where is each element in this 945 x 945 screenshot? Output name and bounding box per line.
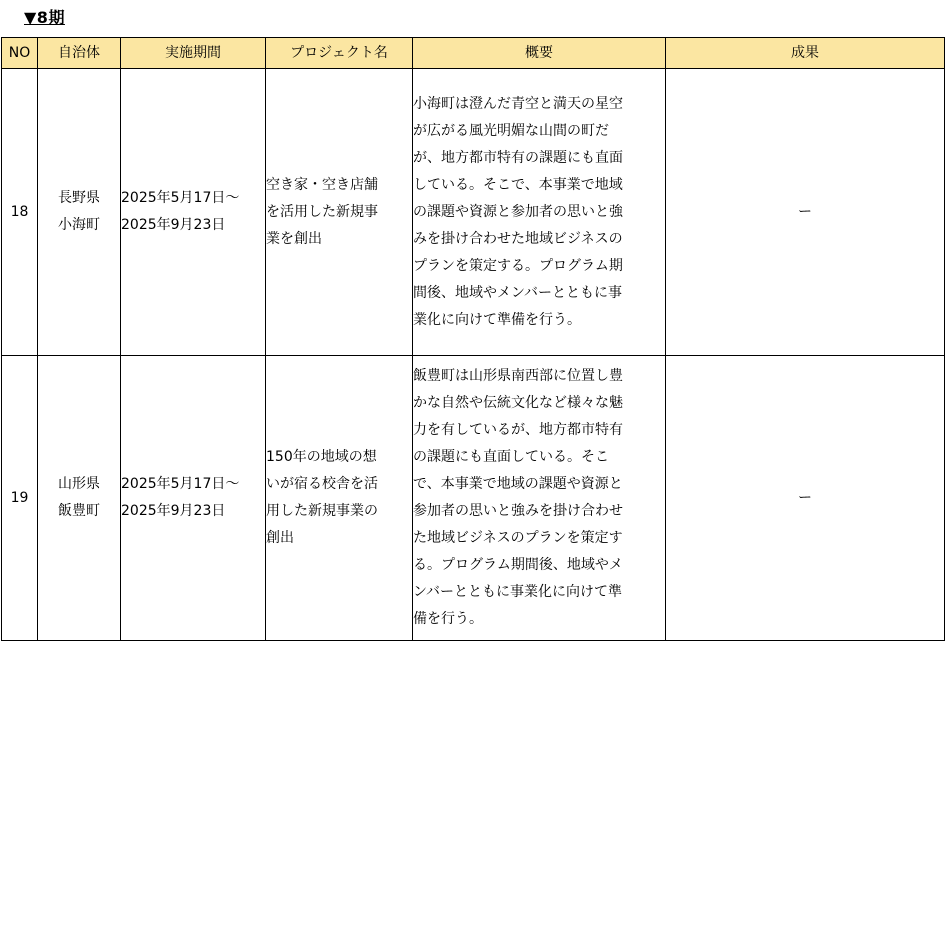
project-line: 150年の地域の想 (266, 449, 377, 465)
cell-result: ー (666, 69, 945, 356)
summary-line: 間後、地域やメンバーとともに事 (413, 284, 623, 301)
table-row (2, 69, 945, 356)
table-row (2, 356, 945, 641)
table-header-row (2, 38, 945, 69)
municipality-prefecture: 山形県 (58, 476, 100, 492)
cell-project (266, 356, 413, 641)
header-no: NO (2, 38, 38, 69)
header-period: 実施期間 (121, 38, 266, 69)
summary-line: プランを策定する。プログラム期 (413, 257, 623, 274)
cell-project (266, 69, 413, 356)
header-summary: 概要 (413, 38, 666, 69)
project-line: 業を創出 (266, 230, 322, 247)
summary-line: 小海町は澄んだ青空と満天の星空 (413, 95, 623, 112)
municipality-prefecture: 長野県 (58, 190, 100, 206)
cell-no: 19 (2, 356, 38, 641)
cell-period (121, 356, 266, 641)
summary-line: 業化に向けて準備を行う。 (413, 311, 581, 328)
section-title: ▼8期 (24, 8, 65, 27)
summary-line: みを掛け合わせた地域ビジネスの (413, 230, 623, 247)
cell-summary (413, 69, 666, 356)
summary-line: る。プログラム期間後、地域やメ (413, 557, 623, 573)
summary-line: かな自然や伝統文化など様々な魅 (413, 395, 623, 411)
summary-line: している。そこで、本事業で地域 (413, 176, 623, 193)
project-line: 空き家・空き店舗 (266, 176, 378, 193)
summary-line: で、本事業で地域の課題や資源と (413, 476, 623, 492)
cell-summary (413, 356, 666, 641)
cell-municipality (38, 69, 121, 356)
summary-line: が広がる風光明媚な山間の町だ (413, 122, 609, 139)
summary-line: が、地方都市特有の課題にも直面 (413, 149, 623, 166)
summary-line: の課題や資源と参加者の思いと強 (413, 203, 623, 220)
summary-line: た地域ビジネスのプランを策定す (413, 530, 623, 546)
municipality-town: 飯豊町 (58, 503, 100, 519)
project-line: いが宿る校舎を活 (266, 476, 378, 492)
summary-line: 飯豊町は山形県南西部に位置し豊 (413, 368, 623, 384)
summary-line: ンバーとともに事業化に向けて準 (413, 584, 623, 600)
summary-line: 参加者の思いと強みを掛け合わせ (413, 503, 623, 519)
period-end: 2025年9月23日 (121, 503, 226, 519)
summary-line: 力を有しているが、地方都市特有 (413, 422, 623, 438)
header-result: 成果 (666, 38, 945, 69)
cell-municipality (38, 356, 121, 641)
cell-period (121, 69, 266, 356)
summary-line: 備を行う。 (413, 611, 483, 627)
header-municipality: 自治体 (38, 38, 121, 69)
period-end: 2025年9月23日 (121, 217, 226, 233)
cell-result: ー (666, 356, 945, 641)
project-table (1, 37, 945, 641)
summary-line: の課題にも直面している。そこ (413, 449, 609, 465)
cell-no: 18 (2, 69, 38, 356)
project-line: 用した新規事業の (266, 503, 378, 519)
period-start: 2025年5月17日～ (121, 476, 240, 492)
header-project: プロジェクト名 (266, 38, 413, 69)
project-line: 創出 (266, 530, 294, 546)
period-start: 2025年5月17日～ (121, 190, 240, 206)
municipality-town: 小海町 (58, 217, 100, 233)
project-line: を活用した新規事 (266, 203, 378, 220)
